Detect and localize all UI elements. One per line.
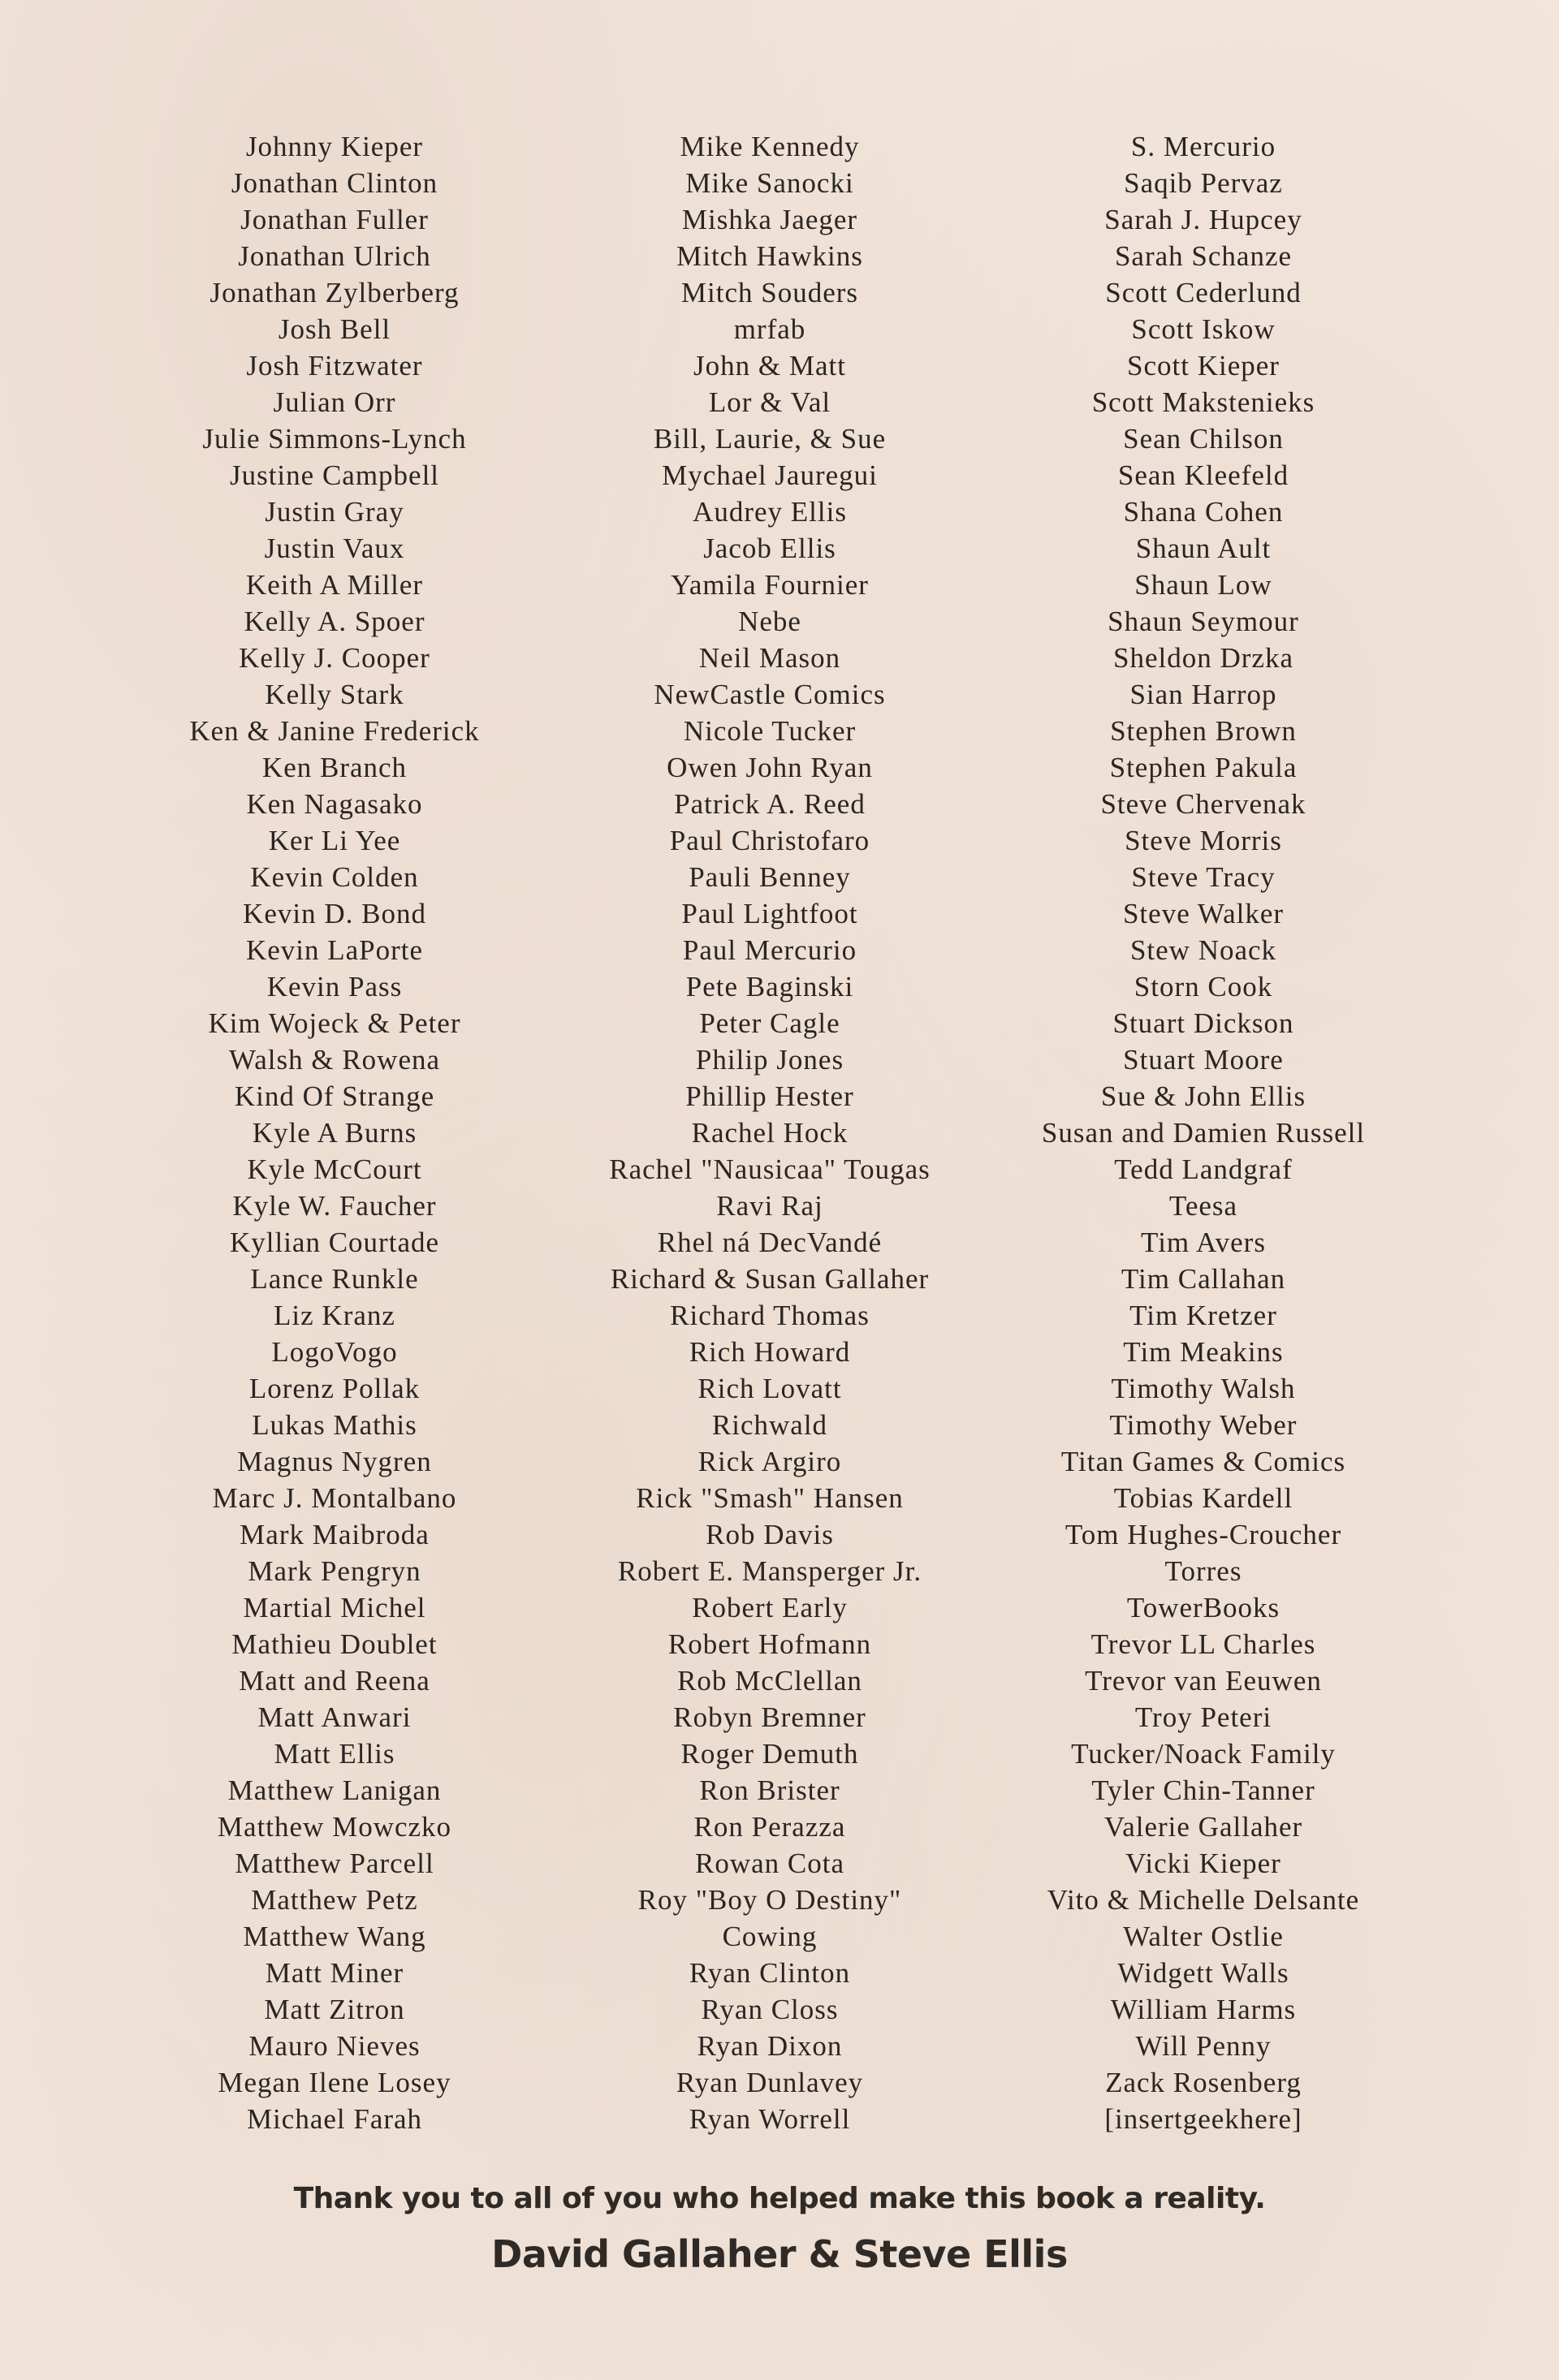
list-item: Matthew Mowczko — [217, 1811, 452, 1843]
list-item: Sue & John Ellis — [1100, 1080, 1306, 1112]
list-item: Walter Ostlie — [1123, 1921, 1284, 1952]
list-item: Timothy Walsh — [1111, 1373, 1296, 1404]
list-item: Kevin Colden — [250, 861, 419, 893]
list-item: Mishka Jaeger — [681, 204, 858, 235]
list-item: Ron Perazza — [693, 1811, 846, 1843]
list-item: Nicole Tucker — [683, 715, 857, 747]
list-item: Mitch Hawkins — [676, 240, 863, 272]
list-item: Sarah Schanze — [1114, 240, 1293, 272]
list-item: Bill, Laurie, & Sue — [653, 423, 887, 455]
list-item: Ker Li Yee — [268, 825, 401, 856]
list-item: John & Matt — [693, 350, 846, 382]
list-item: Tim Avers — [1141, 1227, 1266, 1258]
list-item: Tedd Landgraf — [1114, 1153, 1293, 1185]
list-item: Pauli Benney — [689, 861, 851, 893]
list-item: Scott Makstenieks — [1091, 386, 1315, 418]
list-item: NewCastle Comics — [654, 679, 886, 710]
list-item: Ron Brister — [699, 1774, 840, 1806]
list-item: Tim Callahan — [1121, 1263, 1286, 1295]
list-item: Rowan Cota — [694, 1848, 844, 1879]
list-item: Owen John Ryan — [667, 752, 873, 783]
list-item: Tom Hughes-Croucher — [1065, 1519, 1342, 1550]
list-item: Widgett Walls — [1117, 1957, 1289, 1989]
list-item: Yamila Fournier — [671, 569, 869, 601]
list-item: Ryan Dunlavey — [676, 2067, 864, 2098]
list-item: Patrick A. Reed — [674, 788, 866, 820]
list-item: Magnus Nygren — [237, 1446, 432, 1477]
list-item: Stephen Brown — [1110, 715, 1297, 747]
list-item: Vicki Kieper — [1125, 1848, 1281, 1879]
list-item: Robert E. Mansperger Jr. — [617, 1555, 922, 1587]
list-item: Matt and Reena — [239, 1665, 430, 1697]
list-item: Sean Chilson — [1123, 423, 1284, 455]
list-item: Jonathan Ulrich — [238, 240, 431, 272]
list-item: Audrey Ellis — [693, 496, 847, 528]
list-item: Stephen Pakula — [1109, 752, 1298, 783]
list-item: Sian Harrop — [1129, 679, 1277, 710]
list-item: Valerie Gallaher — [1103, 1811, 1303, 1843]
thank-you-message: Thank you to all of you who helped make this book a reality. — [293, 2182, 1266, 2215]
list-item: Roy "Boy O Destiny" — [637, 1884, 902, 1916]
list-item: Matt Zitron — [264, 1994, 405, 2025]
list-item: LogoVogo — [271, 1336, 398, 1368]
list-item: Will Penny — [1135, 2030, 1272, 2062]
list-item: Saqib Pervaz — [1124, 167, 1283, 199]
list-item: Rhel ná DecVandé — [657, 1227, 883, 1258]
list-item: Tyler Chin-Tanner — [1091, 1774, 1315, 1806]
list-item: Rob McClellan — [677, 1665, 862, 1697]
list-item: Justin Vaux — [264, 532, 405, 564]
list-item: Tim Kretzer — [1129, 1300, 1277, 1331]
list-item: Kyllian Courtade — [229, 1227, 440, 1258]
list-item: Phillip Hester — [685, 1080, 854, 1112]
list-item: Vito & Michelle Delsante — [1047, 1884, 1360, 1916]
list-item: Tucker/Noack Family — [1071, 1738, 1336, 1770]
list-item: Justine Campbell — [229, 459, 440, 491]
list-item: Matt Ellis — [274, 1738, 395, 1770]
list-item: mrfab — [733, 313, 806, 345]
list-item: Ken Nagasako — [246, 788, 423, 820]
list-item: Richard & Susan Gallaher — [610, 1263, 930, 1295]
backer-name-columns — [0, 128, 1559, 2141]
list-item: Lor & Val — [708, 386, 831, 418]
list-item: Kelly J. Cooper — [239, 642, 430, 674]
list-item: Kelly Stark — [265, 679, 404, 710]
list-item: Stuart Moore — [1123, 1044, 1284, 1076]
list-item: [insertgeekhere] — [1104, 2103, 1302, 2135]
list-item: Lance Runkle — [250, 1263, 419, 1295]
list-item: Matt Anwari — [257, 1701, 412, 1733]
list-item: Jonathan Fuller — [240, 204, 429, 235]
list-item: Trevor LL Charles — [1090, 1628, 1316, 1660]
list-item: Ryan Dixon — [697, 2030, 843, 2062]
name-column-3 — [960, 128, 1447, 2137]
list-item: Mike Sanocki — [685, 167, 854, 199]
list-item: Matthew Parcell — [235, 1848, 434, 1879]
list-item: Shaun Low — [1134, 569, 1272, 601]
list-item: Mark Pengryn — [248, 1555, 421, 1587]
list-item: TowerBooks — [1126, 1592, 1280, 1623]
list-item: Tim Meakins — [1123, 1336, 1284, 1368]
list-item: Mychael Jauregui — [662, 459, 878, 491]
list-item: Justin Gray — [265, 496, 404, 528]
list-item: Johnny Kieper — [245, 131, 424, 162]
list-item: Torres — [1164, 1555, 1242, 1587]
list-item: Paul Lightfoot — [681, 898, 858, 929]
list-item: Keith A Miller — [245, 569, 424, 601]
list-item: Shana Cohen — [1123, 496, 1284, 528]
list-item: Scott Cederlund — [1105, 277, 1302, 308]
list-item: Rob Davis — [706, 1519, 834, 1550]
list-item: Julie Simmons-Lynch — [202, 423, 467, 455]
list-item: Sean Kleefeld — [1117, 459, 1289, 491]
list-item: Peter Cagle — [699, 1007, 840, 1039]
list-item: Lukas Mathis — [252, 1409, 417, 1441]
list-item: Neil Mason — [698, 642, 841, 674]
list-item: Steve Chervenak — [1100, 788, 1306, 820]
list-item: Paul Christofaro — [669, 825, 870, 856]
list-item: Kelly A. Spoer — [244, 606, 425, 637]
list-item: Josh Bell — [278, 313, 391, 345]
list-item: Titan Games & Comics — [1060, 1446, 1346, 1477]
list-item: Walsh & Rowena — [228, 1044, 441, 1076]
list-item: Kim Wojeck & Peter — [208, 1007, 461, 1039]
list-item: Richwald — [711, 1409, 828, 1441]
list-item: Rich Lovatt — [697, 1373, 842, 1404]
list-item: Josh Fitzwater — [246, 350, 423, 382]
list-item: Timothy Weber — [1109, 1409, 1298, 1441]
list-item: Paul Mercurio — [682, 934, 857, 966]
list-item: Kind Of Strange — [234, 1080, 435, 1112]
list-item: Robyn Bremner — [673, 1701, 866, 1733]
list-item: Steve Tracy — [1131, 861, 1276, 893]
list-item: Mathieu Doublet — [231, 1628, 438, 1660]
author-signature: David Gallaher & Steve Ellis — [491, 2232, 1068, 2276]
list-item: Kyle A Burns — [252, 1117, 417, 1149]
list-item: Richard Thomas — [670, 1300, 870, 1331]
list-item: Michael Farah — [246, 2103, 423, 2135]
list-item: Shaun Ault — [1135, 532, 1272, 564]
list-item: Megan Ilene Losey — [218, 2067, 451, 2098]
name-column-1 — [91, 128, 578, 2137]
list-item: Ryan Clinton — [689, 1957, 851, 1989]
list-item: Marc J. Montalbano — [212, 1482, 457, 1514]
list-item: Matthew Lanigan — [227, 1774, 442, 1806]
list-item: Mark Maibroda — [240, 1519, 430, 1550]
list-item: Steve Morris — [1125, 825, 1282, 856]
name-column-2 — [526, 128, 1013, 2137]
list-item: Julian Orr — [273, 386, 396, 418]
list-item: Sarah J. Hupcey — [1104, 204, 1302, 235]
list-item: Kevin Pass — [266, 971, 403, 1002]
list-item: Ryan Worrell — [689, 2103, 851, 2135]
list-item: Philip Jones — [695, 1044, 844, 1076]
list-item: Teesa — [1168, 1190, 1238, 1222]
list-item: Jacob Ellis — [703, 532, 836, 564]
list-item: Cowing — [722, 1921, 818, 1952]
list-item: Ryan Closs — [701, 1994, 839, 2025]
list-item: Mauro Nieves — [248, 2030, 421, 2062]
list-item: Matthew Wang — [243, 1921, 426, 1952]
list-item: Kyle McCourt — [247, 1153, 422, 1185]
list-item: Robert Hofmann — [667, 1628, 872, 1660]
list-item: Troy Peteri — [1134, 1701, 1272, 1733]
list-item: Matt Miner — [265, 1957, 404, 1989]
list-item: Stew Noack — [1129, 934, 1277, 966]
list-item: Mitch Souders — [680, 277, 859, 308]
list-item: Martial Michel — [243, 1592, 426, 1623]
list-item: Ravi Raj — [716, 1190, 823, 1222]
list-item: Kevin LaPorte — [245, 934, 424, 966]
list-item: Sheldon Drzka — [1113, 642, 1293, 674]
list-item: Mike Kennedy — [680, 131, 860, 162]
list-item: Rich Howard — [689, 1336, 851, 1368]
list-item: S. Mercurio — [1130, 131, 1276, 162]
list-item: Ken Branch — [261, 752, 408, 783]
list-item: Tobias Kardell — [1113, 1482, 1293, 1514]
list-item: Jonathan Zylberberg — [209, 277, 460, 308]
list-item: Nebe — [738, 606, 801, 637]
list-item: Rick "Smash" Hansen — [636, 1482, 904, 1514]
list-item: Storn Cook — [1134, 971, 1273, 1002]
list-item: William Harms — [1110, 1994, 1297, 2025]
list-item: Susan and Damien Russell — [1041, 1117, 1366, 1149]
list-item: Rachel Hock — [691, 1117, 849, 1149]
list-item: Scott Iskow — [1131, 313, 1276, 345]
list-item: Shaun Seymour — [1108, 606, 1299, 637]
list-item: Kyle W. Faucher — [232, 1190, 437, 1222]
list-item: Trevor van Eeuwen — [1085, 1665, 1322, 1697]
list-item: Ken & Janine Frederick — [189, 715, 480, 747]
list-item: Lorenz Pollak — [248, 1373, 421, 1404]
list-item: Liz Kranz — [274, 1300, 395, 1331]
list-item: Rachel "Nausicaa" Tougas — [609, 1153, 931, 1185]
list-item: Steve Walker — [1122, 898, 1285, 929]
list-item: Kevin D. Bond — [243, 898, 426, 929]
list-item: Scott Kieper — [1127, 350, 1280, 382]
list-item: Matthew Petz — [251, 1884, 418, 1916]
list-item: Roger Demuth — [680, 1738, 859, 1770]
list-item: Stuart Dickson — [1112, 1007, 1294, 1039]
list-item: Robert Early — [692, 1592, 848, 1623]
list-item: Jonathan Clinton — [231, 167, 438, 199]
list-item: Zack Rosenberg — [1105, 2067, 1302, 2098]
list-item: Pete Baginski — [685, 971, 854, 1002]
list-item: Rick Argiro — [697, 1446, 842, 1477]
